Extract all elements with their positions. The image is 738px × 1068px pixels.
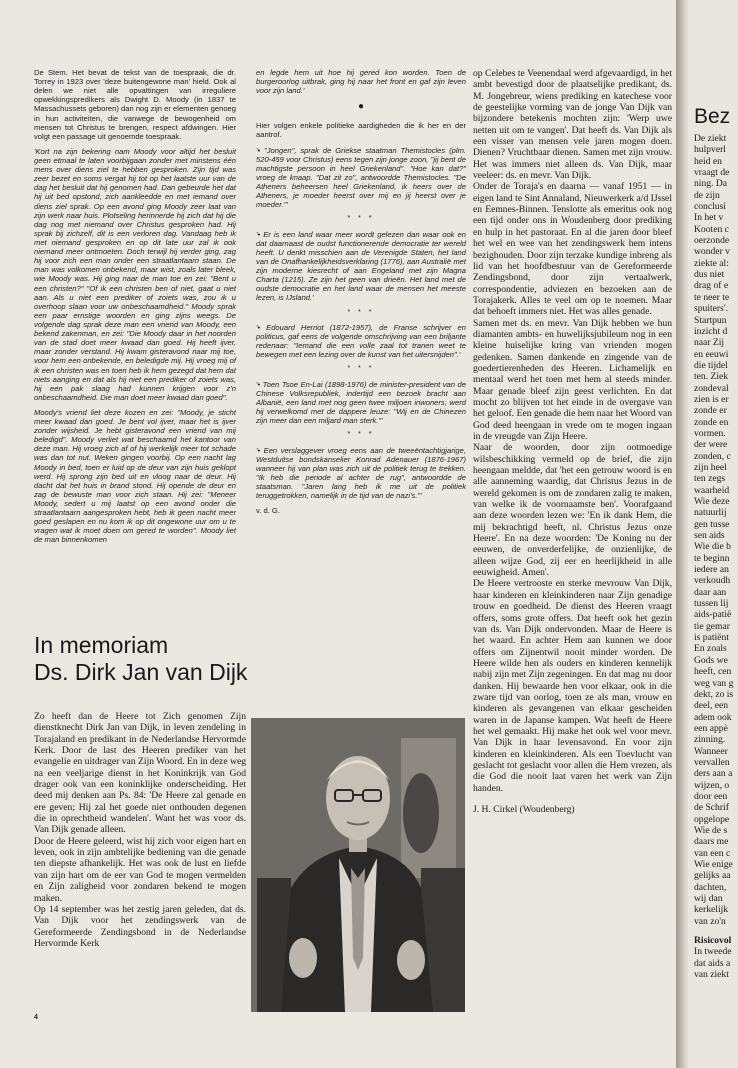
next-page-line: heeft, cen <box>694 666 732 678</box>
memoriam-paragraph: Door de Heere geleerd, wist hij zich voor eigen hart en leven, ook in zijn ambtelijke bediening van die genade ten diepste afhankelijk. Het was ook de lust en liefde van zijn hart om de eer van God te mogen vermelden en Zijn zaligheid voor zondaren bekend te mogen maken. <box>34 835 246 904</box>
column-memoriam-continued <box>473 68 672 815</box>
next-page-line: waarheid <box>694 484 730 496</box>
next-page-line: zondeval <box>694 382 729 394</box>
next-page-line: tie gemar <box>694 620 730 632</box>
next-page-line: zinning. <box>694 734 726 746</box>
next-page-line: dus niet <box>694 269 725 281</box>
next-page-line: Startpun <box>694 314 727 326</box>
next-page-line: zonde er <box>694 405 727 417</box>
next-page-line: Wie de s <box>694 824 728 836</box>
separator-stars: * * * <box>347 308 375 316</box>
next-page-line: ziekte al: <box>694 257 729 269</box>
column-moody <box>34 68 236 551</box>
anecdote-adenauer: '• Een verslaggever vroeg eens aan de tweeëntachtigjarige, Westduitse bondskanselier Konrad Adenauer (1876-1967) wanneer hij van plan was zich uit de politiek terug te trekken. "Ik heb die periode al achter de rug", antwoordde de staatsman. "Jaren lang heb ik me uit de politiek teruggetrokken, namelijk in de tijd van de nazi's."' <box>256 445 466 501</box>
next-page-line: drag of e <box>694 280 729 292</box>
memoriam-title: In memoriam <box>34 632 169 658</box>
portrait-photo <box>251 718 465 1012</box>
separator-stars: * * * <box>347 215 375 223</box>
next-page-line: ning. Da <box>694 178 728 190</box>
memoriam-paragraph: De Heere vertrooste en sterke mevrouw Van Dijk, haar kinderen en kleinkinderen naar Zijn genadige trouw en goedheid. De dienst des Heeren vraagt offers, soms grote offers. Dat heeft ook het gezin van ds. Van Dijk ondervonden. Maar de Heere is het waard. En achter Hem aan kunnen we door offers om Zijnentwil nooit minder worden. De Heere wilde hen als ouders en kinderen kennelijk nabij zijn met Zijn zegeningen. En dat mag nu door danken. Hij bewaarde hen voor elkaar, ook in die zware tijd van oorlog, toen ze als man, vrouw en kinderen als gevangenen van elkaar gescheiden waren in de Japanse kampen. Wat heeft de Heere het wel gemaakt. Hij make het ook wel voor mevr. Van Dijk in haar levensavond. En voor zijn kinderen en kleinkinderen. Als een Toevlucht van geslacht tot geslacht voor allen die Hem vrezen, als die God die nooit laat varen het werk van Zijn handen. <box>473 578 672 794</box>
next-page-line: iedere an <box>694 564 729 576</box>
next-page-line: vormen. <box>694 427 726 439</box>
next-page-line: inzicht d <box>694 325 728 337</box>
next-page-text <box>694 133 738 980</box>
moody-intro: De Stem. Het bevat de tekst van de toespraak, die dr. Torrey in 1923 over 'deze buitengewone man' hield. Ook al delen we niet alle opvattingen van irreguliere opwekkingspredikers als Dwight D. Moody (in 1837 te Massachussets geboren) dan nog zijn er elementen genoeg in hun activiteiten, die vanwege de bewogenheid om mensen tot Christus te brengen, respect afdwingen. Hier volgt een passage uit genoemde toespraak. <box>34 68 236 141</box>
next-page-line: deel, een <box>694 700 729 712</box>
next-page-line: daar aan <box>694 586 727 598</box>
next-page-line: en eeuwi <box>694 348 729 360</box>
separator-stars: * * * <box>347 365 375 373</box>
memoriam-paragraph: Samen met ds. en mevr. Van Dijk hebben we hun diamanten ambts- en huwelijksjubileum nog in een kleine huiselijke kring van vrienden mogen gedenken. Samen dankende en zingende van de goedertierenheden des Heeren. Lichamelijk en mentaal werd het toen met hem al steeds minder. Maar genade bleef zijn geest verlichten. En dat mocht zo blijven tot het einde in de overgave van het geloof. Een genade die hem naar het Woord van God deed heengaan in vrede om te mogen ingaan in de vreugde van Zijn Heere. <box>473 317 672 442</box>
next-page-line: hulpverl <box>694 144 726 156</box>
next-page-line: de Schrif <box>694 802 729 814</box>
next-page-line: oerzonde <box>694 235 730 247</box>
next-page-line: door een <box>694 790 728 802</box>
next-page-line: conclusi <box>694 201 726 213</box>
memoriam-paragraph: Op 14 september was het zestig jaren geleden, dat ds. Van Dijk voor het zendingswerk van de Gereformeerde Zendingsbond in de Nederlandse Hervormde Kerk <box>34 903 246 949</box>
next-page-line: tussen lij <box>694 598 729 610</box>
next-page-line: wijzen, o <box>694 779 730 791</box>
next-page-line: gelijks aa <box>694 870 731 882</box>
next-page-title: Bez <box>694 105 731 128</box>
next-page-line: dat aids a <box>694 957 731 969</box>
next-page-line: zien is er <box>694 393 729 405</box>
next-page-edge <box>688 0 738 1068</box>
next-page-subhead: Risicovol <box>694 935 732 947</box>
next-page-line: natuurlij <box>694 507 727 519</box>
anecdote-tsoe-en-lai: '• Toen Tsoe En-Lai (1898-1976) de minister-president van de Chinese Volksrepubliek, indertijd een bezoek bracht aan Albanië, een land met nog geen twee miljoen inwoners, werd hij verwelkomd met de dappere leuze: "Wij en de Chinezen zijn meer dan een miljard man sterk."' <box>256 379 466 426</box>
next-page-line: sen aids <box>694 530 725 542</box>
next-page-line: spuiters'. <box>694 303 728 315</box>
next-page-line: ten zegs <box>694 473 726 485</box>
next-page-line: naar Zij <box>694 337 725 349</box>
next-page-line: van een c <box>694 847 731 859</box>
next-page-line: wonder v <box>694 246 730 258</box>
next-page-line: Wie enige <box>694 859 733 870</box>
next-page-line: te beginn <box>694 552 730 564</box>
next-page-line: ten. Ziek <box>694 371 729 383</box>
next-page-line: ders aan a <box>694 768 733 780</box>
memoriam-signature: J. H. Cirkel (Woudenberg) <box>473 804 575 815</box>
next-page-line: de zijn <box>694 189 720 201</box>
next-page-line: der were <box>694 439 728 451</box>
next-page-line: wij dan <box>694 893 723 905</box>
column-memoriam-start <box>34 711 246 949</box>
next-page-line: te neer te <box>694 291 730 303</box>
page-number: 4 <box>34 1014 38 1021</box>
next-page-line: zijn heel <box>694 461 727 473</box>
memoriam-paragraph: Onder de Toraja's en daarna — vanaf 1951 — in eigen land te Sint Annaland, Nieuwerkerk a/d IJssel en Eemnes-Binnen. Tenslotte als emeritus ook nog een tijd onder ons in Woudenberg door prediking en hulp in het pastoraat. En al die jaren door bleef het wel en wee van het zendingswerk hem intens bezighouden. Door zijn terzake kundige inbreng als lid van het hoofdbestuur van de Gereformeerde Zendingsbond, door zijn vertaalwerk, correspondentie, adviezen en bezoeken aan de Torajakerk. Alles te veel om op te noemen. Maar dat behoeft immers niet. Het was alles genade. <box>473 181 672 318</box>
next-page-line: van zo'n <box>694 915 726 927</box>
next-page-line: Wie die b <box>694 541 731 553</box>
next-page-line: Kooten c <box>694 223 729 235</box>
moody-quote-part1: 'Kort na zijn bekering nam Moody voor altijd het besluit geen etmaal te laten voorbijgaan zonder met minstens één mens over diens ziel te hebben gesproken. Zijn tijd was zeer bezet en soms vergat hij tot op het laatste uur van de dag het besluit dat hij genomen had. Dan gebeurde het dat hij uit bed opstond, zich aankleedde en met iemand over diens ziel sprak. Op een avond ging Moody zeer laat van zijn werk naar huis. Plotseling herinnerde hij zich dat hij die dag nog met niemand over Christus gesproken had. Hij sprak bij zichzelf, dit is een verloren dag. Vandaag heb ik met niemand gesproken en op dit late uur zal ik ook niemand meer ontmoeten. Doch terwijl hij verder ging, zag hij voor zich een man onder een straatlantaarn staan. De man was volkomen onbekend, maar wist, zoals later bleek, wie Moody was. Hij ging naar de man toe en zei: "Bent u een christen?" "Of ik een christen ben of niet, gaat u niet aan. Als u niet een prediker of zoiets was, zou ik u overhoop slaan voor uw onbeschaamdheid." Moody sprak een paar ernstige woorden en ging zijns weegs. De volgende dag sprak deze man een vriend van Moody, een bekend zakenman, en zei: "Die Moody daar in het noorden van de stad doet meer kwaad dan goed. Hij heeft ijver, maar zonder verstand. Hij kwam gisteravond naar mij toe, voor hem een onbekende, en beledigde mij. Hij vroeg mij of ik een christen was en toen heb ik hem gezegd dat hem dat niets aanging en dat als hij niet een prediker of zoiets was, hij een pak slaag had kunnen krijgen voor z'n onbeschaamdheid. Die man doet meer kwaad dan goed". <box>34 146 236 402</box>
next-page-line: Wanneer <box>694 745 728 757</box>
separator-stars: * * * <box>347 431 375 439</box>
next-page-line: kerkelijk <box>694 904 729 916</box>
anecdotes-intro: Hier volgen enkele politieke aardigheden die ik her en der aantrof. <box>256 121 466 140</box>
memoriam-subtitle: Ds. Dirk Jan van Dijk <box>34 659 248 685</box>
next-page-line: De ziekt <box>694 133 727 144</box>
next-page-line: zonden, c <box>694 450 731 462</box>
column-political-anecdotes <box>256 68 466 522</box>
next-page-line: aids-patië <box>694 609 732 621</box>
next-page-line: vraagt de <box>694 167 730 179</box>
anecdote-iceland: '• Er is een land waar meer wordt gelezen dan waar ook en dat daarnaast de oudst functionerende democratie ter wereld heeft. U denkt misschien aan de Verenigde Staten, het land van de Onafhankelijkheidsverklaring (1776), aan Australië met zijn moderne kiesrecht of aan Engeland met zijn Magna Charta (1215). Ze zijn het geen van drieën. Het land met de oudste democratie en het land waar de mensen het meeste lezen, is IJsland.' <box>256 229 466 303</box>
next-page-line: vervallen <box>694 756 730 768</box>
next-page-line: In tweede <box>694 946 732 958</box>
next-page-line: verkoudh <box>694 575 731 587</box>
next-page-line: In het v <box>694 212 724 224</box>
next-page-line: dekt, zo is <box>694 688 734 700</box>
next-page-line: van ziekt <box>694 969 729 981</box>
next-page-line: Wie deze <box>694 496 730 507</box>
next-page-line: een appè <box>694 722 728 734</box>
memoriam-paragraph: Naar de woorden, door zijn ootmoedige wilsbeschikking vermeld op de brief, die zijn heengaan meldde, dat 'het een getrouw woord is en alle aanneming waardig, dat Christus Jezus in de wereld gekomen is om de zondaren zalig te maken, van welke ik de voornaamste ben'. Voorafgaand aan deze woorden lezen we: 'En ik dank Hem, die mij bekrachtigd heeft, nl. Christus Jezus onze Heere'. En na deze woorden: 'De Koning nu der eeuwen, de onverderfelijke, de onzienlijke, de alleen wijze God, zij eer en heerlijkheid in alle eeuwigheid. Amen'. <box>473 442 672 579</box>
next-page-lines <box>694 133 738 927</box>
next-page-line: die tijdel <box>694 359 728 371</box>
next-page-line: heid en <box>694 155 722 167</box>
next-page-line: dachten, <box>694 881 727 893</box>
next-page-line: zonde en <box>694 416 729 428</box>
next-page-line: is patiënt <box>694 632 729 644</box>
memoriam-paragraph: Zo heeft dan de Heere tot Zich genomen Zijn dienstknecht Dirk Jan van Dijk, in leven zendeling in Torajaland en predikant in de Nederlandse Hervormde Kerk. Door de last des Heeren prediker van het evangelie en uitdrager van Zijn Woord. En in deze weg na een veeljarige dienst in het Koninkrijk van God drager ook van een koninklijke onderscheiding. Het deed mij denken aan Ps. 84: 'De Heere zal genade en ere geven; Hij zal het goede niet onthouden degenen die in oprechtheid wandelen'. Want het was voor ds. Van Dijk genade alleen. <box>34 711 246 836</box>
anecdotes-signature: v. d. G. <box>256 506 280 516</box>
anecdote-themistocles: '• "Jongen", sprak de Griekse staatman Themistocles (plm. 520-459 voor Christus) eens tegen zijn jonge zoon, "jij bent de machtigste persoon in heel Griekenland". "Hoe kan dat?" vroeg de knaap. "Dat zit zo", antwoordde Themistocles. "De Atheners beheersen heel Griekenland, ik heers over de Atheners, je moeder heerst over mij en jij heerst over je moeder."' <box>256 145 466 210</box>
next-page-line: gen tusse <box>694 518 730 530</box>
next-page-line: daars me <box>694 836 729 848</box>
portrait-illustration <box>251 718 465 1012</box>
next-page-line: weg van g <box>694 677 734 689</box>
moody-quote-end: en legde hem uit hoe hij gered kon worden. Toen de burgeroorlog uitbrak, ging hij naar het front en gaf zijn leven voor zijn land.' <box>256 68 466 96</box>
next-page-lines-2 <box>694 946 738 980</box>
next-page-line: opgelope <box>694 813 730 825</box>
next-page-line: Gods we <box>694 654 728 666</box>
moody-quote-part2: Moody's vriend liet deze kozen en zei: "Moody, je sticht meer kwaad dan goed. Je bent vol ijver, maar het is ijver zonder wijsheid. Je hebt gisteravond een vriend van mij beledigd". Moody verliet wat beschaamd het kantoor van deze man. Hij vroeg zich af of hij werkelijk meer tot schade was dan tot nut. Weken gingen voorbij. Op een nacht lag Moody in bed, toen er luid op de deur van zijn huis geklopt werd. Hij sprong zijn bed uit en vloog naar de deur. Hij dacht dat het huis in brand stond. Hij opende de deur en zag de bewuste man voor zich staan. Hij zei: "Meneer Moody, sedert u mij laatst op een avond onder die straatlantaarn aangesproken hebt, heb ik geen nacht meer goed geslapen en nu kom ik op dit ongewone uur om u te vragen wat ik moet doen om gered te worden". Moody liet de man binnenkomen <box>34 407 236 545</box>
next-page-line: adem ook <box>694 711 732 723</box>
anecdote-herriot: '• Edouard Herriot (1872-1957), de Franse schrijver en politicus, gaf eens de volgende omschrijving van een briljante redenaar: "Iemand die een volle zaal tot tranen weet te bewegen met een lezing over de kunst van het uitersnijden".' <box>256 322 466 360</box>
book-gutter <box>676 0 688 1068</box>
next-page-line: En zoals <box>694 643 727 655</box>
section-divider-dot: ● <box>357 101 365 113</box>
memoriam-paragraph: op Celebes te Veenendaal werd afgevaardigd, in het ambt bevestigd door de plaatselijke predikant, ds. M. Jongebreur, wiens prediking en katechese voor de geestelijke vorming van de jonge Van Dijk van bijzondere betekenis mochten zijn: 'Werp uwe netten uit om te vangen'. Dat heeft ds. Van Dijk als een visser van mensen vele jaren mogen doen. Dienen? Vruchtbaar dienen. Samen met zijn vrouw. Het was immers niet alleen ds. Van Dijk, maar veeleer: ds. en mevr. Van Dijk. <box>473 68 672 182</box>
